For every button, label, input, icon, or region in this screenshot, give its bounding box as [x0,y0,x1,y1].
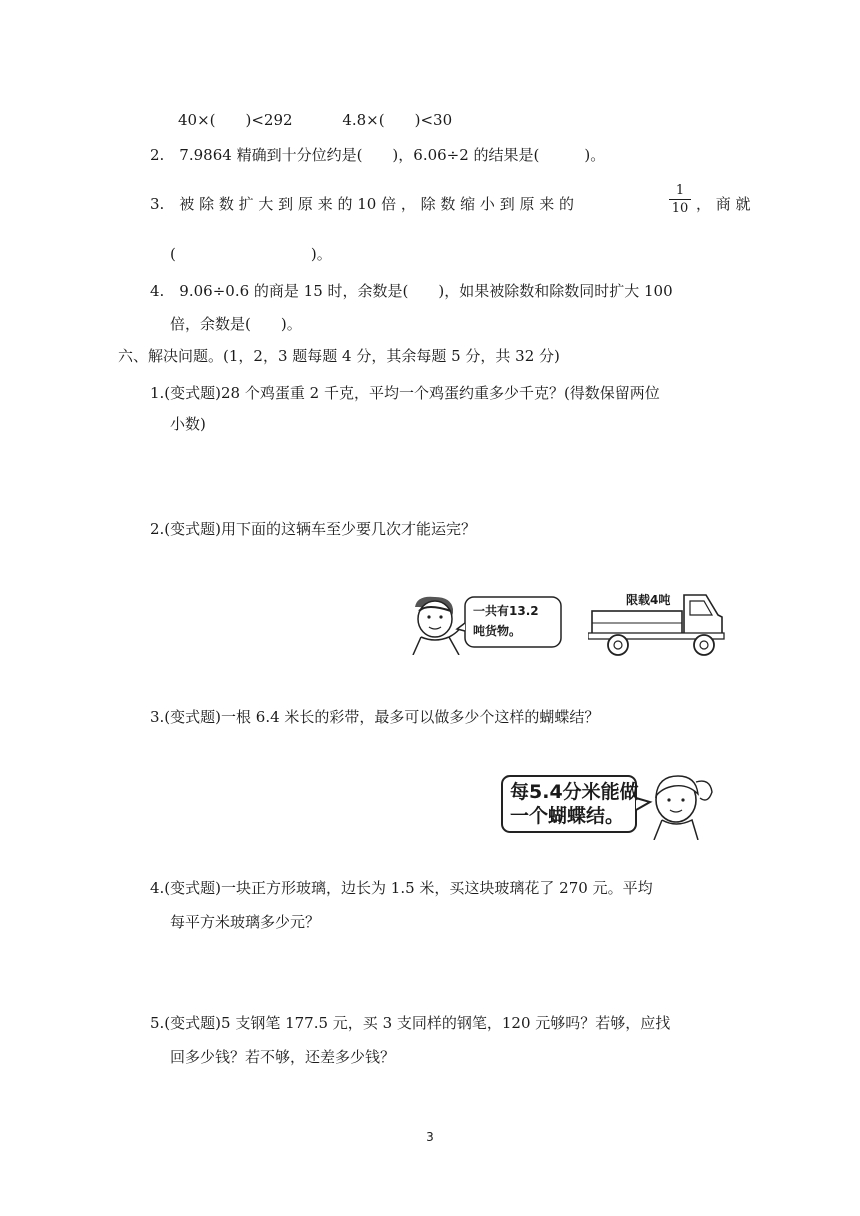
girl-bubble-line2: 一个蝴蝶结。 [510,805,625,827]
problem-4-line2: 每平方米玻璃多少元？ [170,913,321,931]
fraction-numerator: 1 [675,183,685,198]
boy-bubble-line2: 吨货物。 [473,624,522,638]
problem-5-line1: 5.(变式题)5 支钢笔 177.5 元，买 3 支同样的钢笔，120 元够吗？若够，应找 [150,1014,671,1032]
problem-1-line2: 小数) [170,415,206,433]
problem-1-line1: 1.(变式题)28 个鸡蛋重 2 千克，平均一个鸡蛋约重多少千克？(得数保留两位 [150,384,660,402]
question-3-line1-end: ， 商 就 [696,195,751,213]
question-2: 2. 7.9864 精确到十分位约是( )，6.06÷2 的结果是( )。 [150,146,606,164]
fraction-bar [669,199,691,200]
question-4-line2: 倍，余数是( )。 [170,315,302,333]
question-4-line1: 4. 9.06÷0.6 的商是 15 时，余数是( )，如果被除数和除数同时扩大 100 [150,282,673,300]
fraction-one-tenth [669,183,691,216]
boy-bubble-line1: 一共有13.2 [473,604,539,618]
problem-3: 3.(变式题)一根 6.4 米长的彩带，最多可以做多少个这样的蝴蝶结？ [150,708,600,726]
question-3-line2: ( )。 [170,245,332,263]
question-3-line1: 3. 被 除 数 扩 大 到 原 来 的 10 倍 ， 除 数 缩 小 到 原 来 的 [150,195,574,213]
girl-bubble-line1: 每5.4分米能做 [510,781,639,803]
page-number: 3 [426,1130,434,1144]
truck-illustration [588,587,728,659]
boy-illustration [405,593,565,655]
problem-4-line1: 4.(变式题)一块正方形玻璃，边长为 1.5 米，买这块玻璃花了 270 元。平均 [150,879,653,897]
fraction-denominator: 10 [671,201,689,216]
girl-illustration [498,768,718,840]
inequality-line: 40×( )<292 4.8×( )<30 [178,111,453,129]
problem-5-line2: 回多少钱？若不够，还差多少钱？ [170,1048,396,1066]
truck-load-label: 限载4吨 [626,593,671,607]
section-6-heading: 六、解决问题。(1，2，3 题每题 4 分，其余每题 5 分，共 32 分) [118,347,560,365]
problem-2: 2.(变式题)用下面的这辆车至少要几次才能运完？ [150,520,477,538]
